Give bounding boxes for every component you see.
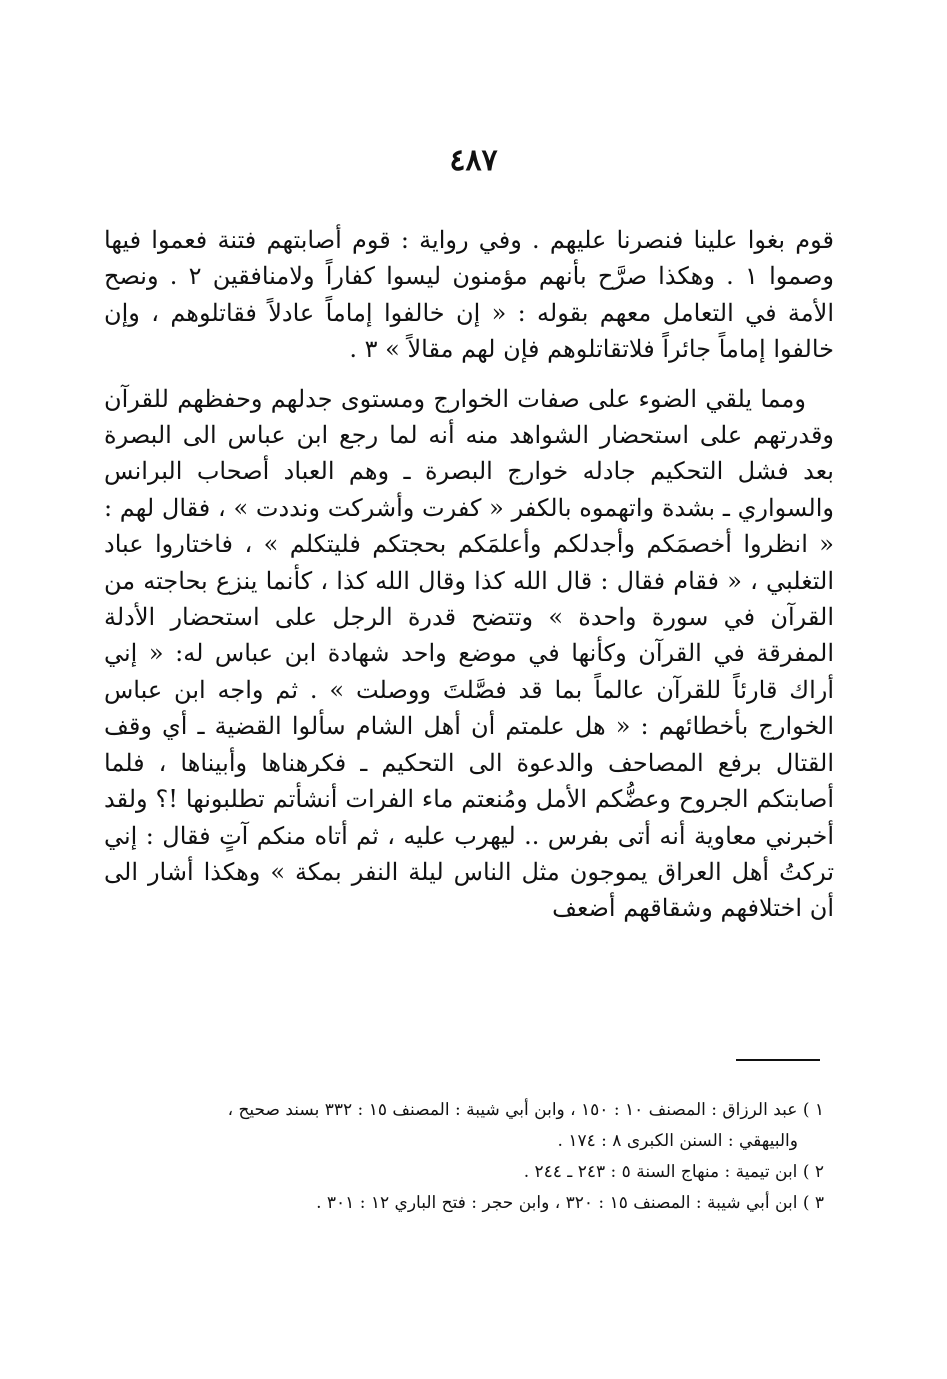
footnote-1-continuation: والبيهقي : السنن الكبرى ٨ : ١٧٤ . [557, 1131, 798, 1151]
paragraph: قوم بغوا علينا فنصرنا عليهم . وفي رواية : قوم أصابتهم فتنة فعموا فيها وصموا ١ . وهكذا صرَّح بأنهم مؤمنون ليسوا كفاراً ولامنافقين ٢ . ونصح الأمة في التعامل معهم بقوله : « إن خالفوا إماماً عادلاً فقاتلوهم ، وإن خالفوا إماماً جائراً فلاتقاتلوهم فإن لهم مقالاً » ٣ . [104, 226, 834, 364]
footnote-3: ٣ ) ابن أبي شيبة : المصنف ١٥ : ٣٢٠ ، وابن حجر : فتح الباري ١٢ : ٣٠١ . [316, 1193, 824, 1213]
footnote-divider [736, 1059, 820, 1061]
paragraph: ومما يلقي الضوء على صفات الخوارج ومستوى جدلهم وحفظهم للقرآن وقدرتهم على استحضار الشواهد منه أنه لما رجع ابن عباس الى البصرة بعد فشل التحكيم جادله خوارج البصرة ـ وهم العباد أصحاب البرانس والسواري ـ بشدة واتهموه بالكفر « كفرت وأشركت ونددت » ، فقال لهم : « انظروا أخصمَكم وأجدلكم وأعلمَكم بحجتكم فليتكلم » ، فاختاروا عباد التغلبي ، « فقام فقال : قال الله كذا وقال الله كذا ، كأنما ينزع بحاجته من القرآن في سورة واحدة » وتتضح قدرة الرجل على استحضار الأدلة المفرقة في القرآن وكأنها في موضع واحد شهادة ابن عباس له: « إني أراك قارئاً للقرآن عالماً بما قد فصَّلتَ ووصلت » . ثم واجه ابن عباس الخوارج بأخطائهم : « هل علمتم أن أهل الشام سألوا القضية ـ أي وقف القتال برفع المصاحف والدعوة الى التحكيم ـ فكرهناها وأبيناها ، فلما أصابتكم الجروح وعضُّكم الأمل ومُنعتم ماء الفرات أنشأتم تطلبونها !؟ ولقد أخبرني معاوية أنه أتى بفرس .. ليهرب عليه ، ثم أتاه منكم آتٍ فقال : إني تركتُ أهل العراق يموجون مثل الناس ليلة النفر بمكة » وهكذا أشار الى أن اختلافهم وشقاقهم أضعف [104, 384, 834, 923]
footnote-2: ٢ ) ابن تيمية : منهاج السنة ٥ : ٢٤٣ ـ ٢٤٤ . [523, 1162, 824, 1182]
footnotes [104, 1095, 824, 1219]
footnote-1: ١ ) عبد الرزاق : المصنف ١٠ : ١٥٠ ، وابن أبي شيبة : المصنف ١٥ : ٣٣٢ بسند صحيح ، [227, 1100, 824, 1120]
main-text [104, 222, 834, 927]
page-number: ٤٨٧ [449, 143, 498, 178]
